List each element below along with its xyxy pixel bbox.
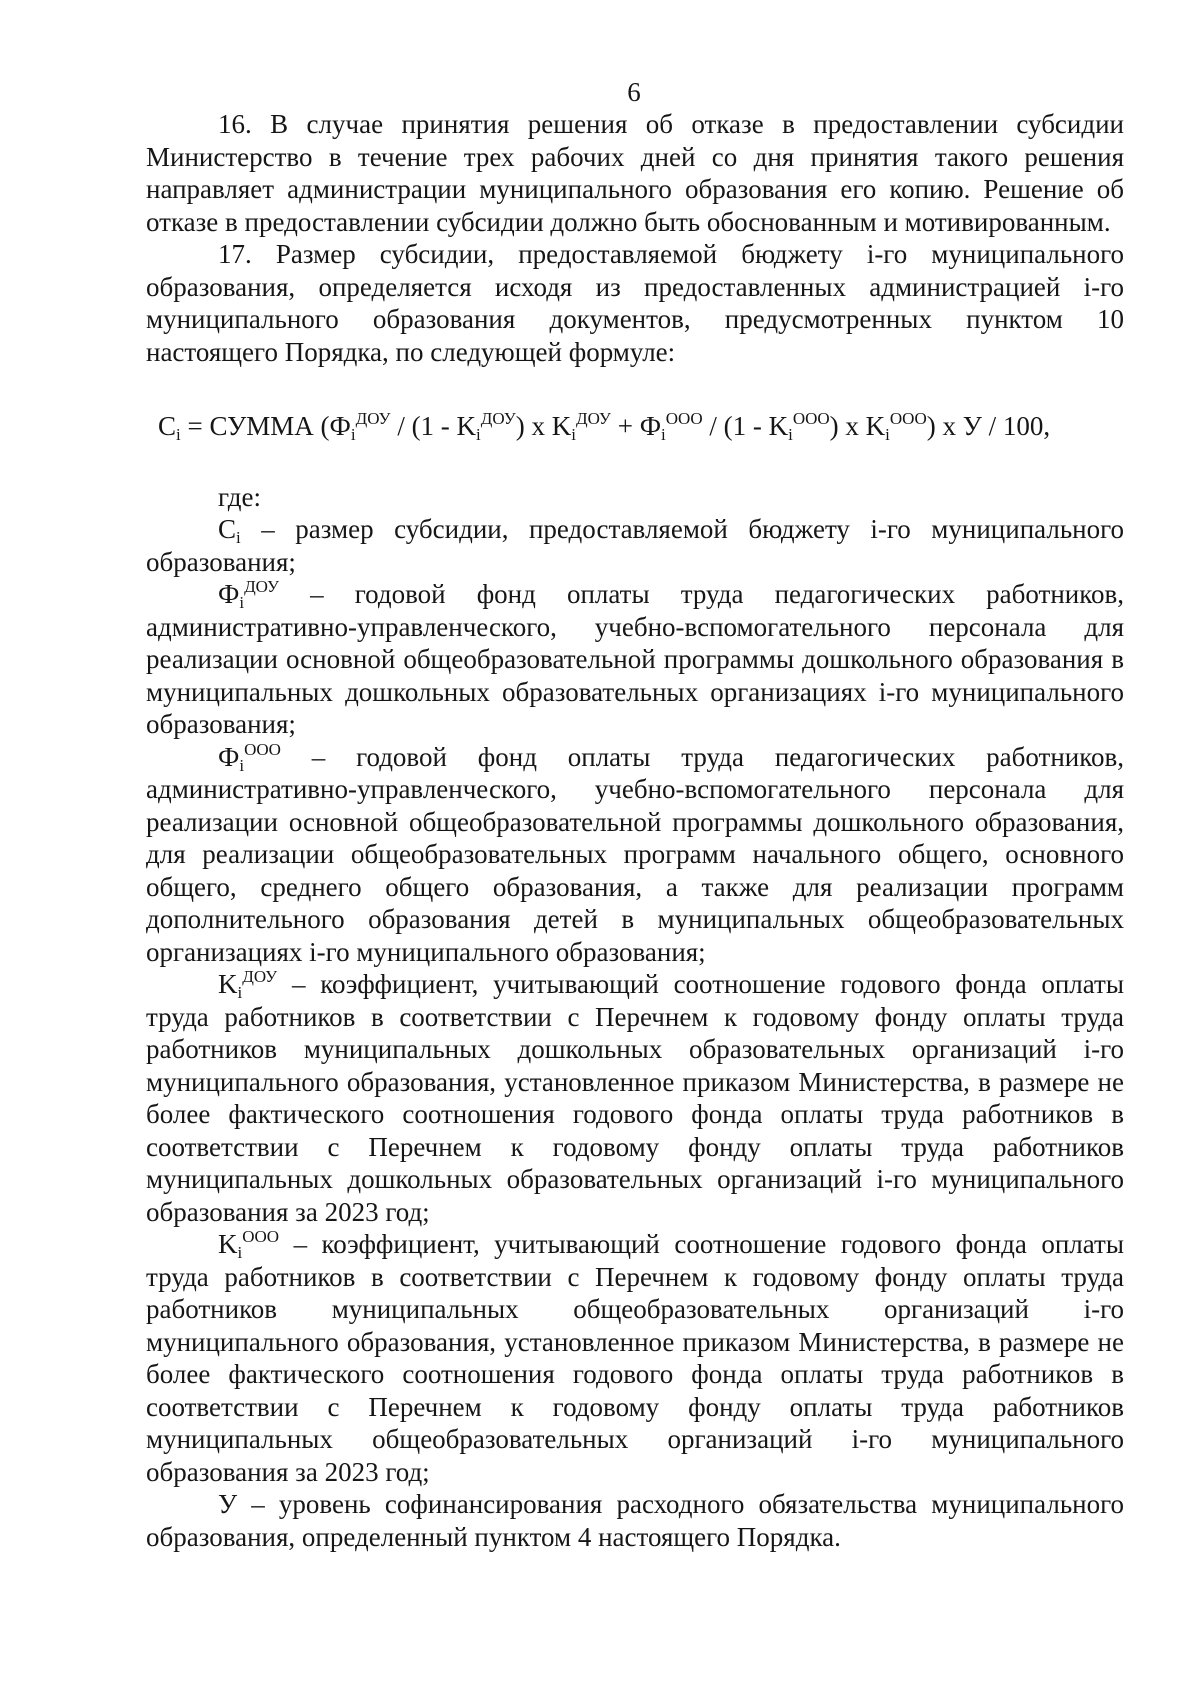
def-text: – годовой фонд оплаты труда педагогических работников, административно-управленческого, учебно-вспомогательного персонала для реализации основной общеобразовательной программы дошкольного образования, для реализации общеобразовательных программ начального общего, основного общего, среднего общего образования, а также для реализации программ дополнительного образования детей в муниципальных общеобразовательных организациях i-го муниципального образования; — [146, 741, 1124, 967]
subsidy-formula — [146, 410, 1124, 443]
formula-tail: ) x У / 100, — [926, 411, 1051, 441]
formula-superscript-dou: ДОУ — [480, 409, 516, 428]
def-index: i — [239, 593, 245, 612]
def-superscript: ДОУ — [242, 967, 278, 986]
def-symbol: K — [218, 1229, 238, 1259]
formula-k-dou: K — [551, 411, 572, 441]
def-index: i — [236, 528, 241, 547]
formula-plus: + — [610, 411, 640, 441]
formula-superscript-ooo: ООО — [665, 409, 703, 428]
def-symbol: Ф — [218, 741, 240, 772]
def-text: – коэффициент, учитывающий соотношение годового фонда оплаты труда работников в соответствии с Перечнем к годовому фонду оплаты труда работников муниципальных дошкольных образовательных организаций i-го муниципального образования, установленное приказом Министерства, в размере не более фактического соотношения годового фонда оплаты труда работников в соответствии с Перечнем к годовому фонду оплаты труда работников муниципальных дошкольных образовательных организаций i-го муниципального образования за 2023 год; — [146, 969, 1124, 1227]
definition-u — [146, 1488, 1124, 1553]
formula-close-multiply: ) x — [829, 411, 866, 441]
def-superscript: ООО — [244, 739, 281, 759]
paragraph-17: 17. Размер субсидии, предоставляемой бюджету i-го муниципального образования, определяется исходя из предоставленных администрацией i-го муниципального образования документов, предусмотренных пунктом 10 настоящего Порядка, по следующей формуле: — [146, 239, 1124, 367]
formula-index: i — [571, 425, 576, 444]
def-text: – годовой фонд оплаты труда педагогических работников, административно-управленческого, учебно-вспомогательного персонала для реализации основной общеобразовательной программы дошкольного образования в муниципальных дошкольных образовательных организациях i-го муниципального образования; — [146, 579, 1124, 739]
formula-divide-open: / (1 - — [390, 411, 457, 441]
def-text: – коэффициент, учитывающий соотношение годового фонда оплаты труда работников в соответствии с Перечнем к годовому фонду оплаты труда работников муниципальных общеобразовательных организаций i-го муниципального образования, установленное приказом Министерства, в размере не более фактического соотношения годового фонда оплаты труда работников в соответствии с Перечнем к годовому фонду оплаты труда работников муниципальных общеобразовательных организаций i-го муниципального образования за 2023 год; — [146, 1229, 1124, 1487]
def-text: – размер субсидии, предоставляемой бюджету i-го муниципального образования; — [146, 514, 1124, 577]
def-index: i — [237, 1243, 243, 1262]
definition-phi-ooo — [146, 741, 1124, 969]
def-symbol: K — [218, 969, 238, 999]
definition-phi-dou — [146, 578, 1124, 741]
paragraph-16: 16. В случае принятия решения об отказе в предоставлении субсидии Министерство в течение трех рабочих дней со дня принятия такого решения направляет администрации муниципального образования его копию. Решение об отказе в предоставлении субсидии должно быть обоснованным и мотивированным. — [146, 109, 1124, 237]
def-index: i — [237, 983, 243, 1002]
def-symbol: Ф — [218, 579, 240, 609]
def-superscript: ДОУ — [244, 577, 280, 596]
formula-index: i — [885, 425, 890, 444]
formula-close-multiply: ) x — [515, 411, 552, 441]
formula-phi-ooo: Ф — [639, 411, 662, 441]
formula-k-ooo: K — [865, 411, 886, 441]
def-symbol: C — [218, 514, 237, 544]
page-number: 6 — [627, 77, 641, 107]
document-body — [146, 108, 1124, 1553]
formula-index: i — [788, 425, 793, 444]
def-text: – уровень софинансирования расходного обязательства муниципального образования, определенный пунктом 4 настоящего Порядка. — [146, 1489, 1124, 1552]
formula-k-ooo: K — [768, 411, 789, 441]
def-symbol: У — [218, 1489, 238, 1519]
formula-lhs-index: i — [176, 425, 181, 444]
formula-sum-open: = СУММА ( — [180, 411, 330, 441]
formula-superscript-dou: ДОУ — [355, 409, 391, 428]
def-index: i — [239, 755, 245, 775]
formula-index: i — [661, 425, 666, 444]
formula-superscript-ooo: ООО — [889, 409, 927, 428]
definition-k-dou — [146, 968, 1124, 1228]
formula-divide-open: / (1 - — [702, 411, 769, 441]
formula-lhs-symbol: C — [158, 411, 177, 441]
definition-ci — [146, 513, 1124, 578]
formula-index: i — [476, 425, 481, 444]
formula-k-dou: K — [456, 411, 477, 441]
formula-phi-dou: Ф — [329, 411, 351, 441]
definition-k-ooo — [146, 1228, 1124, 1488]
formula-index: i — [350, 425, 356, 444]
where-label: где: — [218, 481, 261, 512]
formula-superscript-dou: ДОУ — [575, 409, 611, 428]
def-superscript: ООО — [242, 1227, 280, 1246]
formula-superscript-ooo: ООО — [792, 409, 830, 428]
